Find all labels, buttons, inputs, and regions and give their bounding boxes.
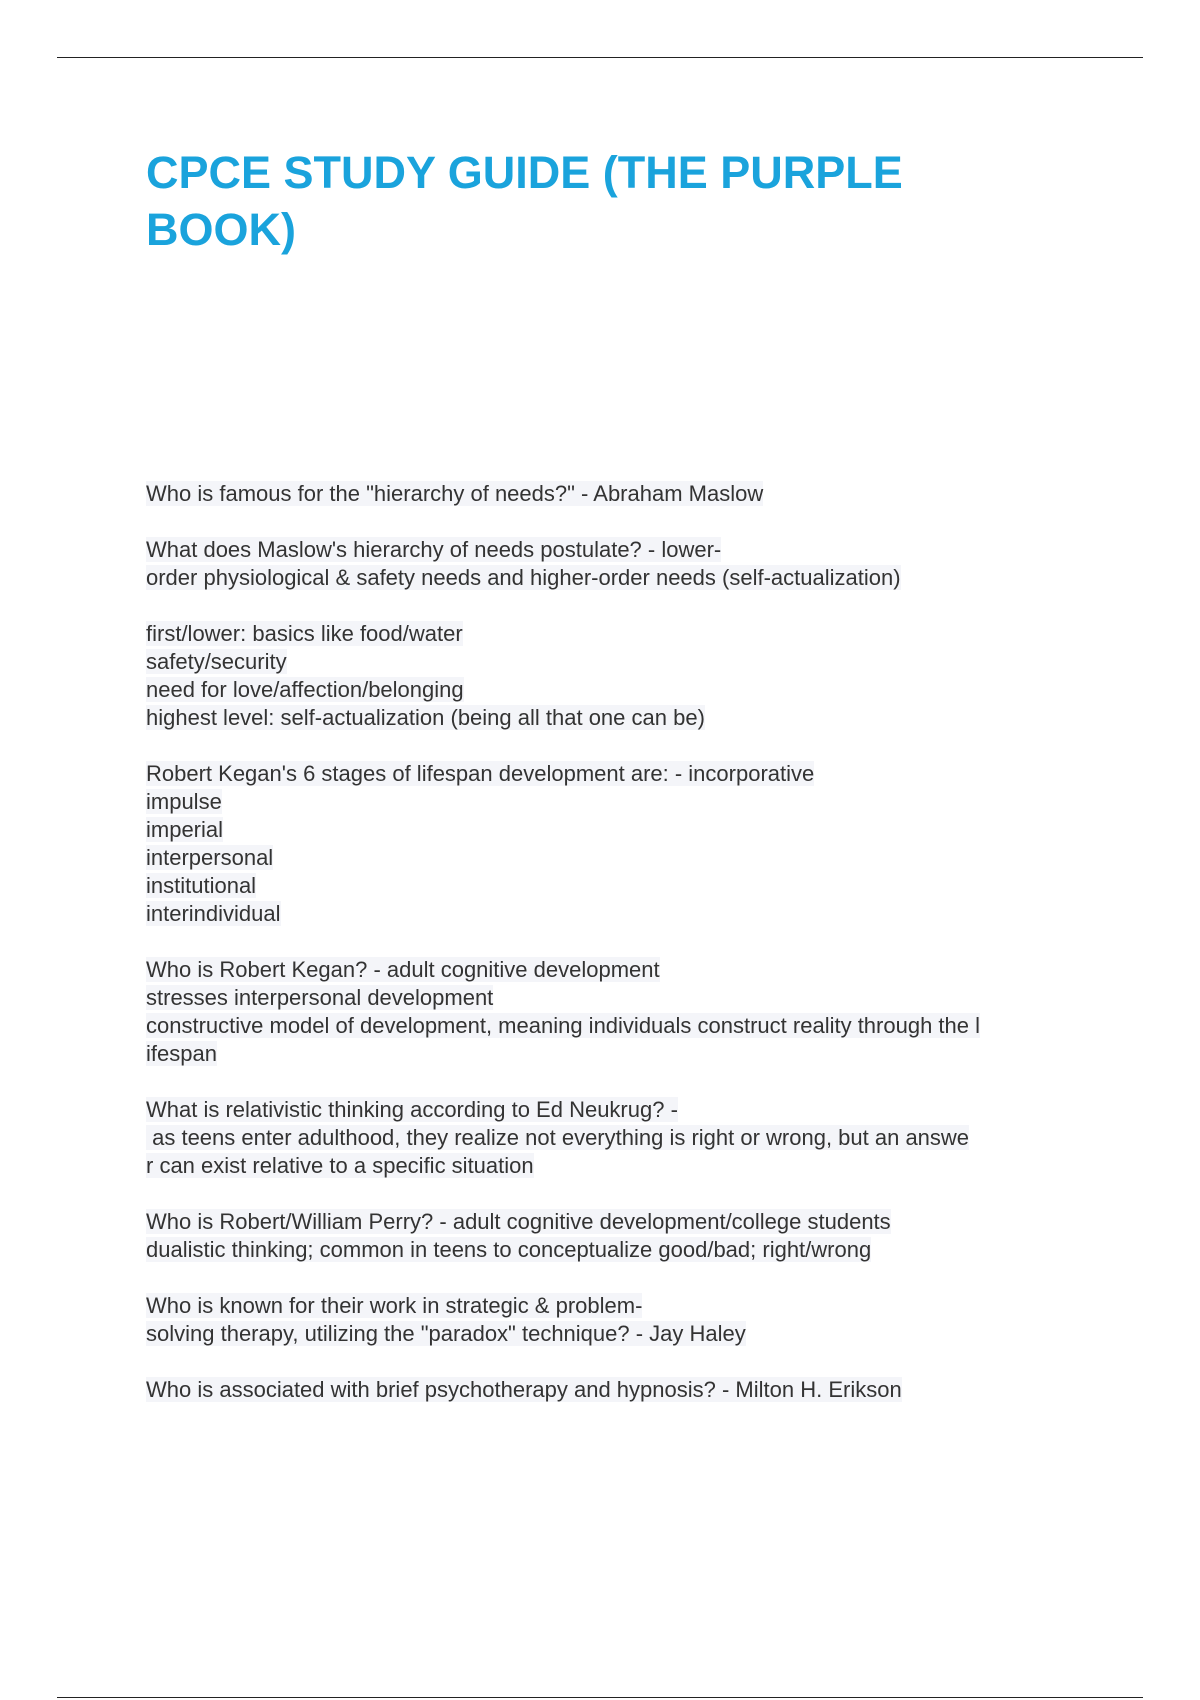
qa-line: Robert Kegan's 6 stages of lifespan development are: - incorporative	[146, 761, 815, 786]
qa-line: interpersonal	[146, 845, 274, 870]
qa-line: Who is Robert/William Perry? - adult cognitive development/college students	[146, 1209, 891, 1234]
qa-entry-perry	[146, 1208, 1086, 1264]
qa-line: dualistic thinking; common in teens to conceptualize good/bad; right/wrong	[146, 1237, 872, 1262]
qa-entry-erikson	[146, 1376, 1086, 1404]
qa-line: What is relativistic thinking according to Ed Neukrug? -	[146, 1097, 678, 1122]
qa-entry-kegan-stages	[146, 760, 1086, 928]
qa-entry-kegan-who	[146, 956, 1086, 1068]
qa-entry-maslow-famous	[146, 480, 1086, 508]
title-line-1: CPCE STUDY GUIDE (THE PURPLE	[146, 147, 903, 198]
qa-line: r can exist relative to a specific situation	[146, 1153, 534, 1178]
qa-line: Who is associated with brief psychotherapy and hypnosis? - Milton H. Erikson	[146, 1377, 902, 1402]
bottom-rule	[57, 1697, 1143, 1698]
qa-line: impulse	[146, 789, 222, 814]
qa-line: Who is known for their work in strategic & problem-	[146, 1293, 643, 1318]
document-title	[146, 144, 1046, 258]
qa-line: need for love/affection/belonging	[146, 677, 464, 702]
qa-line: institutional	[146, 873, 257, 898]
qa-line: Who is famous for the "hierarchy of needs?" - Abraham Maslow	[146, 481, 764, 506]
qa-line: solving therapy, utilizing the "paradox" technique? - Jay Haley	[146, 1321, 746, 1346]
title-line-2: BOOK)	[146, 204, 296, 255]
top-rule	[57, 57, 1143, 58]
qa-line: imperial	[146, 817, 224, 842]
qa-line: constructive model of development, meaning individuals construct reality through the l	[146, 1013, 981, 1038]
qa-line: ifespan	[146, 1041, 217, 1066]
qa-line: Who is Robert Kegan? - adult cognitive development	[146, 957, 660, 982]
qa-entry-maslow-postulate	[146, 536, 1086, 592]
qa-line: interindividual	[146, 901, 281, 926]
qa-line: What does Maslow's hierarchy of needs postulate? - lower-	[146, 537, 722, 562]
qa-line: highest level: self-actualization (being all that one can be)	[146, 705, 705, 730]
qa-line: first/lower: basics like food/water	[146, 621, 463, 646]
qa-entry-haley	[146, 1292, 1086, 1348]
qa-line: safety/security	[146, 649, 287, 674]
qa-entry-relativistic-thinking	[146, 1096, 1086, 1180]
qa-line: as teens enter adulthood, they realize not everything is right or wrong, but an answe	[146, 1125, 970, 1150]
qa-line: order physiological & safety needs and higher-order needs (self-actualization)	[146, 565, 901, 590]
qa-entry-maslow-levels	[146, 620, 1086, 732]
qa-line: stresses interpersonal development	[146, 985, 494, 1010]
study-guide-content	[146, 480, 1086, 1432]
